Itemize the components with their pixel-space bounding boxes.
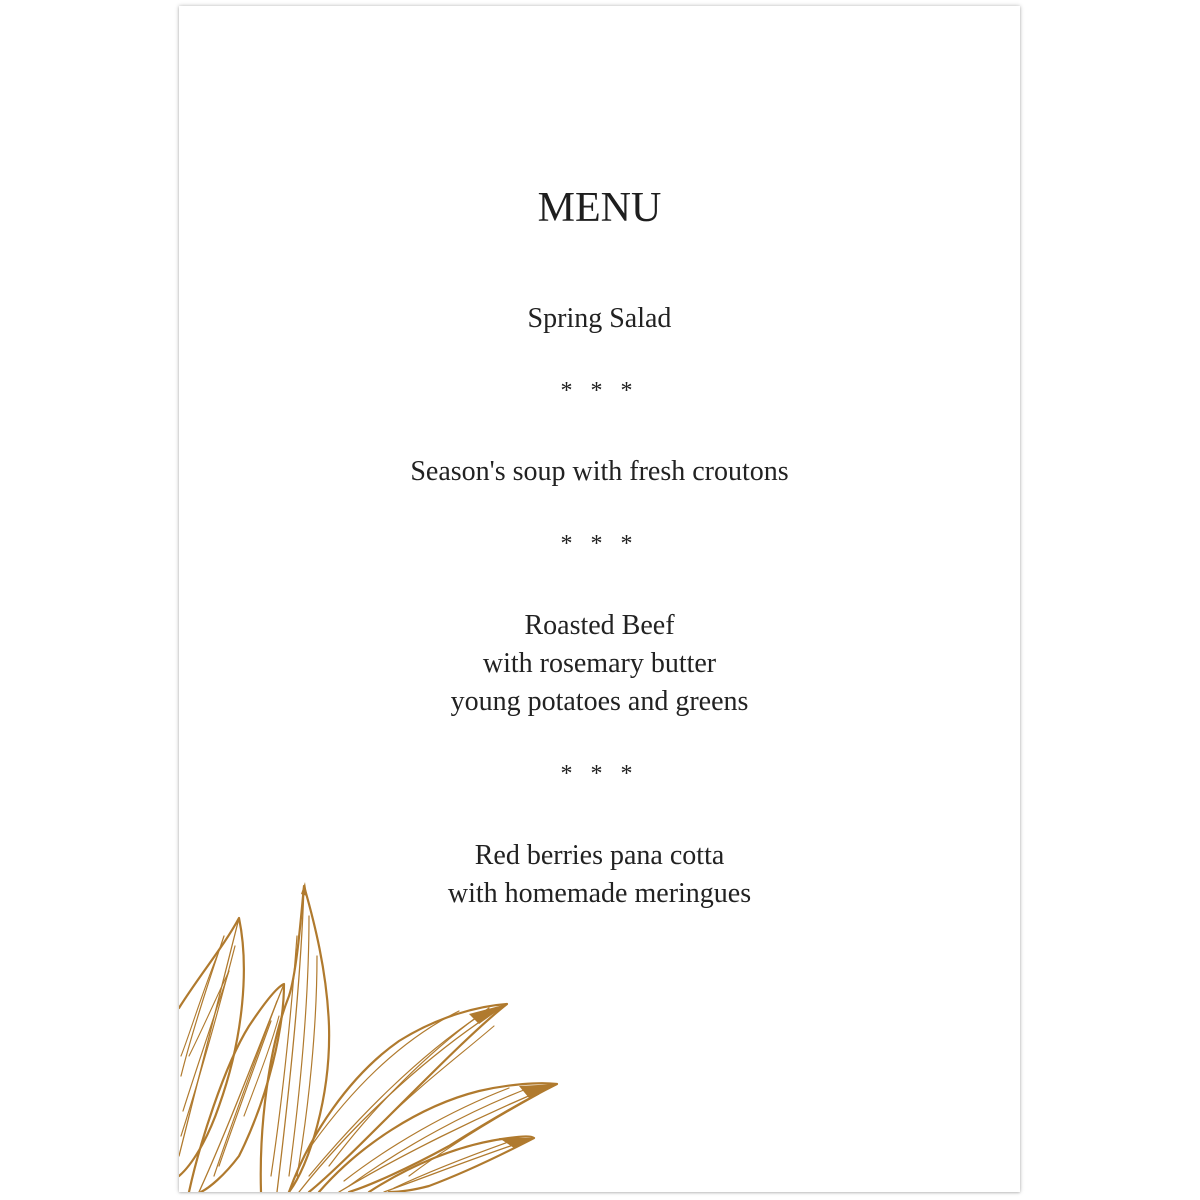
course-1	[179, 300, 1020, 338]
menu-title: MENU	[537, 185, 662, 231]
course-2	[179, 453, 1020, 491]
course-line: young potatoes and greens	[450, 686, 749, 717]
course-separator: * * *	[560, 378, 639, 404]
golden-leaves-icon	[179, 876, 579, 1192]
course-line: with homemade meringues	[447, 878, 752, 909]
course-line: Season's soup with fresh croutons	[410, 456, 789, 487]
course-separator: * * *	[560, 531, 639, 557]
menu-card	[179, 6, 1020, 1192]
course-line: Roasted Beef	[524, 610, 675, 641]
course-line: Red berries pana cotta	[474, 840, 725, 871]
course-separator: * * *	[560, 761, 639, 787]
course-line: Spring Salad	[527, 303, 672, 334]
course-line: with rosemary butter	[482, 648, 717, 679]
course-3	[179, 607, 1020, 721]
